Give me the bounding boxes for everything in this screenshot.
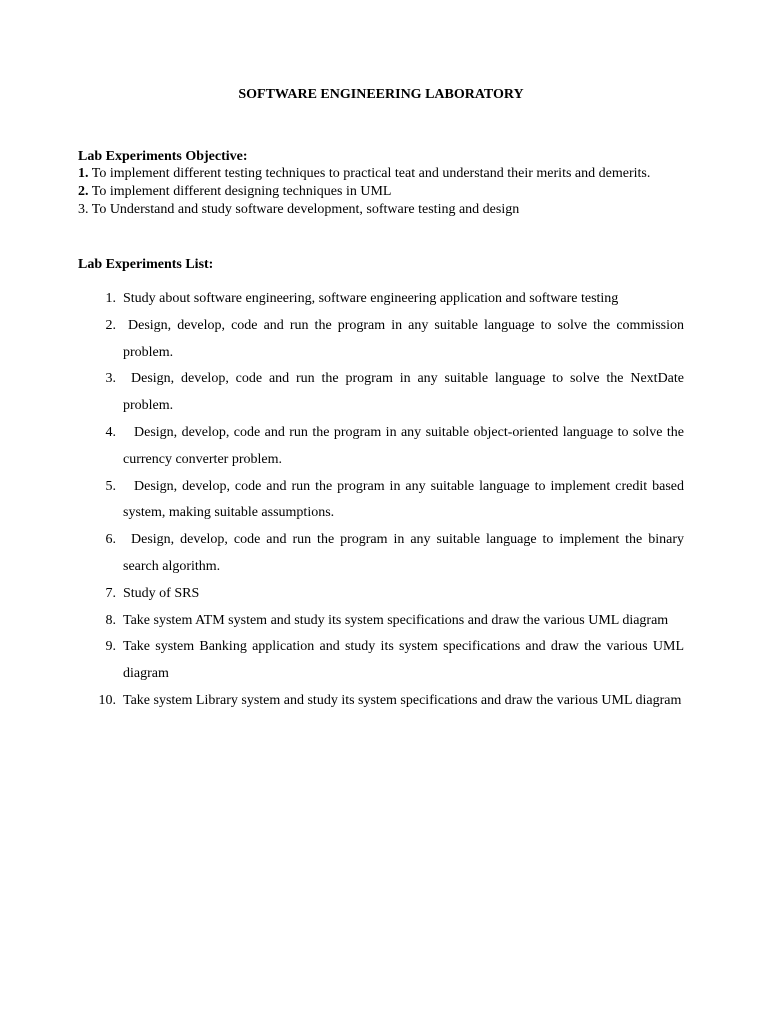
list-item [78, 420, 684, 474]
item-text: Design, develop, code and run the program in any suitable language to implement the binary search algorithm. [123, 532, 684, 574]
objective-text: To implement different designing techniques in UML [88, 184, 392, 199]
item-text: Design, develop, code and run the program in any suitable language to implement credit based system, making suitable assumptions. [123, 478, 684, 521]
item-number: 6. [105, 532, 116, 548]
objective-text: 3. To Understand and study software development, software testing and design [78, 202, 520, 217]
item-number: 10. [98, 692, 116, 708]
list-item [78, 581, 684, 608]
item-text: Design, develop, code and run the program in any suitable language to solve the NextDate problem. [123, 371, 684, 414]
item-number: 4. [105, 424, 116, 440]
list-item [78, 634, 684, 688]
list-item [78, 608, 684, 635]
objective-item [78, 183, 688, 201]
experiments-heading: Lab Experiments List: [78, 257, 214, 272]
item-text: Study of SRS [123, 585, 200, 601]
item-number: 1. [105, 291, 116, 306]
objective-number: 2. [78, 184, 89, 199]
list-item [78, 527, 684, 581]
objective-number: 1. [78, 166, 89, 181]
list-item [78, 688, 684, 715]
objectives-list [78, 165, 688, 219]
objective-item [78, 165, 688, 183]
list-item [78, 366, 684, 420]
item-number: 5. [105, 478, 116, 494]
item-number: 7. [105, 585, 116, 601]
item-number: 3. [105, 371, 116, 387]
item-text: Take system ATM system and study its system specifications and draw the various UML diagram [123, 612, 669, 628]
item-number: 2. [105, 317, 116, 333]
item-number: 8. [105, 612, 116, 628]
list-item [78, 286, 684, 313]
list-item [78, 474, 684, 528]
item-text: Design, develop, code and run the program in any suitable language to solve the commission problem. [123, 317, 684, 360]
objective-item [78, 201, 688, 219]
experiments-list [78, 286, 684, 715]
objective-text: To implement different testing techniques to practical teat and understand their merits and demerits. [88, 166, 651, 181]
item-text: Take system Library system and study its system specifications and draw the various UML diagram [123, 692, 682, 708]
item-number: 9. [105, 639, 116, 655]
item-text: Study about software engineering, software engineering application and software testing [123, 291, 619, 306]
objectives-heading: Lab Experiments Objective: [78, 149, 248, 164]
list-item [78, 313, 684, 367]
item-text: Take system Banking application and study its system specifications and draw the various UML diagram [123, 639, 684, 682]
document-title: SOFTWARE ENGINEERING LABORATORY [238, 87, 524, 102]
item-text: Design, develop, code and run the program in any suitable object-oriented language to solve the currency converter problem. [123, 424, 684, 467]
